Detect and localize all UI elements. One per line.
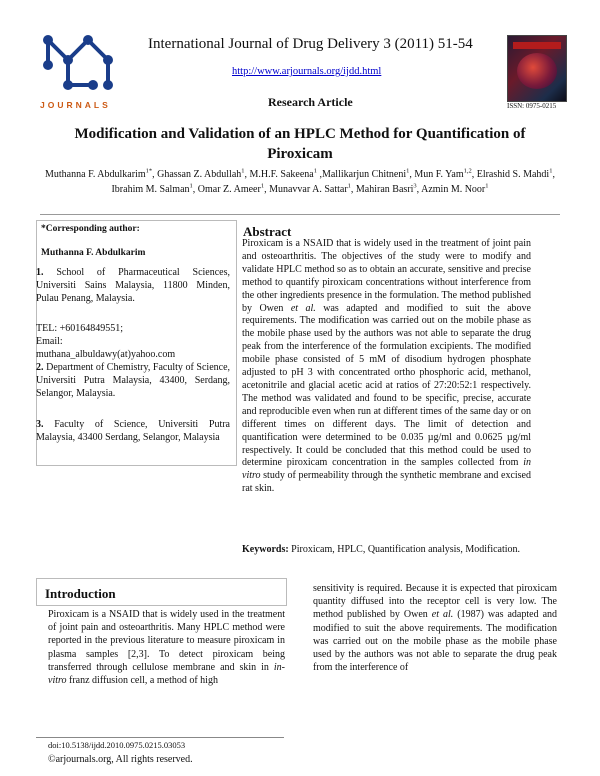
footnote-divider [36,737,284,738]
author-name: ,Mallikarjun Chitneni [316,169,407,180]
affil-1-num: 1. [36,267,44,278]
corresponding-heading: *Corresponding author: [41,224,140,234]
introduction-right-column [313,582,557,674]
divider [40,214,560,215]
affil-2-text: Department of Chemistry, Faculty of Science, Universiti Putra Malaysia, 43400, Serdang, Selangor, Malaysia. [36,362,231,399]
affil-2-num: 2. [36,362,44,373]
author-name: , Ibrahim M. Salman [111,169,555,195]
author-affil-mark: 1* [145,167,153,175]
author-name: , Omar Z. Ameer [192,183,261,195]
author-affil-mark: 1 [241,167,245,175]
introduction-heading: Introduction [45,586,116,601]
affil-3-text: Faculty of Science, Universiti Putra Malaysia, 43400 Serdang, Selangor, Malaysia [36,419,231,443]
keywords-text: Piroxicam, HPLC, Quantification analysis, Modification. [288,544,521,555]
affil-1-text: School of Pharmaceutical Sciences, Universiti Sains Malaysia, 11800 Minden, Pulau Penang, Malaysia. [36,267,231,304]
abstract-part-a: Piroxicam is a NSAID that is widely used in the treatment of joint pain and osteoarthritis. The objectives of the study were to modify and validate HPLC method so as to obtain an accurate, sensitive and precise method to quantify piroxicam concentrations without interference from the other ingredients presence in the formulation. The method published by Owen [242,238,531,314]
corresponding-name: Muthanna F. Abdulkarim [41,248,146,258]
contact-email[interactable]: muthana_albuldawy(at)yahoo.com [36,349,176,360]
abstract-part-b: was adapted and modified to suit the above requirements. The modification was carried out on the mobile phase as the mobile phase used by the authors was not able to separate the drug peak from the interference of the formulation excipients. The modified mobile phase consisted of 5 mM of disodium hydrogen phosphate adjusted to pH 3 with concentrated ortho phosphoric acid, methanol, acetonitrile and glacial acetic acid at ratios of 27:20:52:1 respectively. The method was validated and found to be specific, precise, accurate and reproducible even when run at different times of the same day or on different times on different days. The limit of detection and quantification were determined to be 0.035 µg/ml and 0.0625 µg/ml respectively. It could be concluded that this method could be used to determine piroxicam concentration in the samples collected from [242,302,531,469]
keywords-label: Keywords: [242,544,289,555]
affiliation-2 [36,361,230,400]
keywords [242,544,531,556]
abstract-em-2: in vitro [242,457,531,482]
molecule-logo-icon [38,30,120,100]
author-affil-mark: 1 [347,182,351,190]
abstract-em-1: et al. [290,302,316,314]
affiliation-1 [36,266,230,305]
author-name: , Ghassan Z. Abdullah [152,169,242,180]
intro-left-em: in- vitro [48,661,285,687]
intro-left-a: Piroxicam is a NSAID that is widely used in the treatment of joint pain and osteoarthritis. Many HPLC method were reported in the previous literature to measure piroxicam in plasma samples [2,3]. To detect piroxicam being transferred through cellulose membrane and skin in [48,609,285,673]
copyright: ©arjournals.org, All rights reserved. [48,754,193,765]
intro-right-a: sensitivity is required. Because it is expected that piroxicam quantity diffused into the receptor cell is very low. The method published by Owen [313,583,557,621]
abstract-text [242,238,531,496]
author-name: , Mahiran Basri [350,183,414,195]
author-affil-mark: 1 [549,167,553,175]
intro-right-em: et al. [431,609,454,621]
journal-title: International Journal of Drug Delivery 3 (2011) 51-54 [148,36,473,52]
author-name: , Elrashid S. Mahdi [471,169,550,180]
author-name: , Azmin M. Noor [416,183,486,195]
author-affil-mark: 1 [406,167,410,175]
affiliation-3 [36,418,230,444]
journal-link[interactable]: http://www.arjournals.org/ijdd.html [232,66,382,77]
author-name: , Munavvar A. Sattar [264,183,348,195]
doi[interactable]: doi:10.5138/ijdd.2010.0975.0215.03053 [48,740,186,750]
author-name: , M.H.F. Sakeena [244,169,314,180]
affil-3-num: 3. [36,419,44,430]
article-type: Research Article [268,95,353,109]
contact-tel: TEL: +60164849551; [36,323,124,334]
author-affil-mark: 1,2 [463,167,472,175]
intro-left-b: franz diffusion cell, a method of high [66,675,218,687]
introduction-left-column [48,608,285,687]
author-list [40,168,560,197]
issn: ISSN: 0975-0215 [507,102,557,110]
paper-title: Modification and Validation of an HPLC Method for Quantification of Piroxicam [74,126,526,162]
abstract-part-c: study of permeability through the synthetic membrane and excised rat skin. [242,470,531,495]
cover-graphic [517,53,557,89]
contact-email-label: Email: [36,336,63,347]
author-affil-mark: 1 [313,167,317,175]
author-affil-mark: 1 [260,182,265,190]
abstract-heading: Abstract [243,224,292,239]
journal-cover-image [507,35,567,102]
author-affil-mark: 1 [485,182,489,190]
author-affil-mark: 3 [413,182,417,190]
logo-word: JOURNALS [40,100,111,110]
cover-banner [513,42,561,49]
author-affil-mark: 1 [189,182,193,190]
intro-right-b: (1987) was adapted and modified to suit the above requirements. The modification was carried out on the mobile phase as the mobile phase used by the authors was not able to separate the drug peak from the interference of [313,609,558,674]
author-name: Muthanna F. Abdulkarim [45,169,146,180]
author-name: , Mun F. Yam [409,169,464,180]
journal-logo [38,30,120,110]
